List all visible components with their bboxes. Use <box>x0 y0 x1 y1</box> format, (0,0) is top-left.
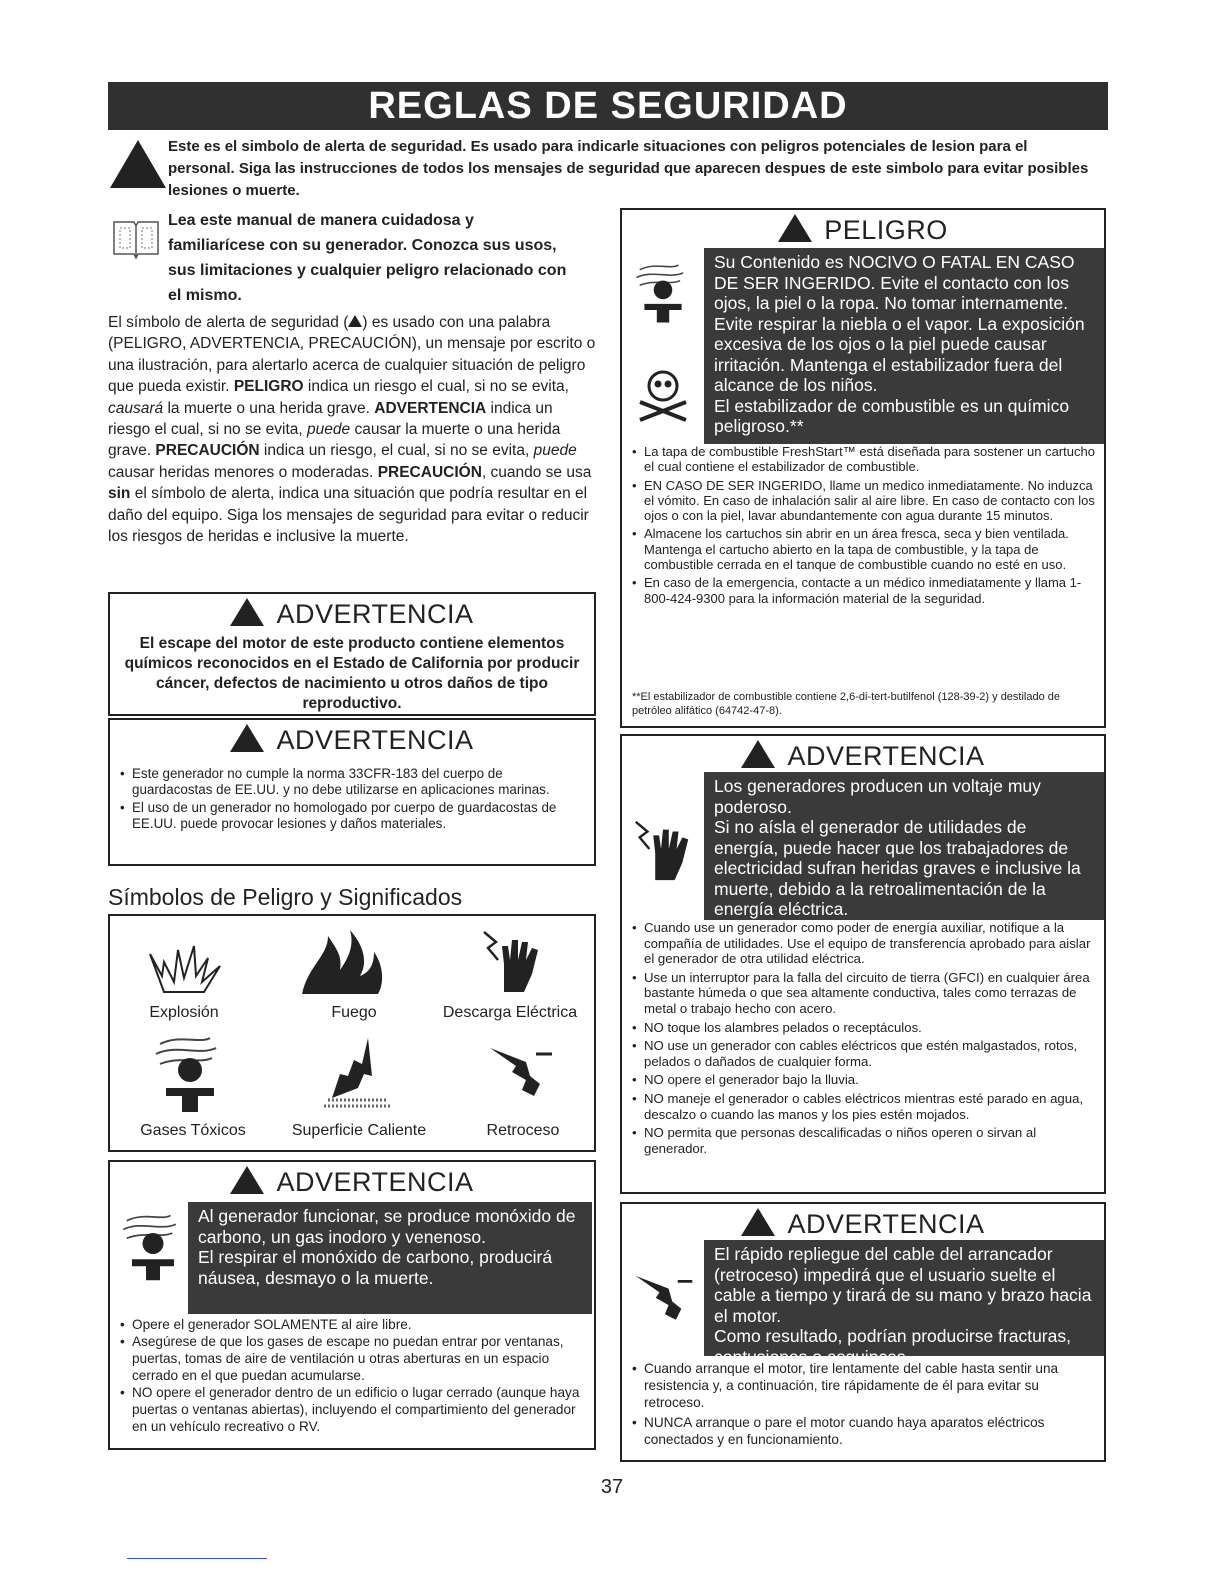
list-item: • Opere el generador SOLAMENTE al aire libre. <box>120 1316 586 1333</box>
list-item: • Este generador no cumple la norma 33CFR-183 del cuerpo de guardacostas de EE.UU. y no debe utilizarse en aplicaciones marinas. <box>120 766 586 797</box>
list-item: • NO opere el generador bajo la lluvia. <box>632 1072 1096 1088</box>
para-text: causar heridas menores o moderadas. <box>108 463 374 481</box>
safety-alert-icon <box>778 214 812 242</box>
toxic-gas-icon <box>150 1034 230 1114</box>
hazard-label: Descarga Eléctrica <box>442 1004 578 1021</box>
dark-line: Los generadores producen un voltaje muy poderoso. <box>714 776 1041 817</box>
warning-title: ADVERTENCIA <box>110 594 594 634</box>
dark-line: Su Contenido es NOCIVO O FATAL EN CASO DE SER INGERIDO. Evite el contacto con los ojos, la piel o la ropa. No tomar internamente. Evite respirar la niebla o el vapor. La exposición excesiva de los ojos o la piel puede causar irritación. Mantenga el estabilizador fuera del alcance de los niños. <box>714 252 1085 395</box>
intro-text: Este es el simbolo de alerta de seguridad. Es usado para indicarle situaciones con peligros potenciales de lesion para el personal. Siga las instrucciones de todos los mensajes de seguridad que aparecen despues de este simbolo para evitar posibles lesiones o muerte. <box>168 138 1089 199</box>
hazard-label: Explosión <box>149 1004 219 1021</box>
fire-icon <box>298 926 388 996</box>
list-item: • NO maneje el generador o cables eléctricos mientras esté parado en agua, descalzo o cuando las manos y los pies estén mojados. <box>632 1091 1096 1122</box>
list-item: • EN CASO DE SER INGERIDO, llame un medico inmediatamente. No induzca el vómito. En caso de inhalación salir al aire libre. En caso de contacto con los ojos o con la piel, lavar abundantemente con agua durante 15 minutos. <box>632 478 1096 524</box>
dark-line: Como resultado, podrían producirse fracturas, contusiones o esguinces. <box>714 1326 1071 1367</box>
danger-title: PELIGRO <box>622 210 1104 250</box>
list-item: • NO permita que personas descalificadas o niños operen o sirvan al generador. <box>632 1125 1096 1156</box>
safety-alert-icon <box>741 1208 775 1236</box>
safety-alert-icon <box>230 724 264 752</box>
dark-line: El estabilizador de combustible es un químico peligroso.** <box>714 395 1070 436</box>
term-italic: puede <box>307 421 351 439</box>
para-text: indica un riesgo el cual, si no se evita, <box>303 378 569 396</box>
para-text: indica un riesgo, el cual, si no se evita, <box>259 442 534 460</box>
para-text: el símbolo de alerta, indica una situación que podría resultar en el daño del equipo. Siga los mensajes de seguridad para evitar o reducir los riesgos de heridas e inclusive la muerte. <box>108 485 589 546</box>
page-number: 37 <box>600 1476 624 1498</box>
danger-fuel-box <box>620 208 1106 728</box>
warning-co-dark-panel <box>188 1202 592 1314</box>
warning-recoil-list <box>622 1354 1104 1455</box>
list-item: • NUNCA arranque o pare el motor cuando haya aparatos eléctricos conectados y en funcionamiento. <box>632 1414 1096 1448</box>
signal-words-paragraph <box>108 312 596 547</box>
warning-co-box <box>108 1160 596 1450</box>
hazard-label: Fuego <box>331 1004 377 1021</box>
para-text: , cuando se usa <box>481 463 592 481</box>
electric-shock-icon <box>628 812 696 888</box>
warning-recoil-box <box>620 1202 1106 1462</box>
electric-shock-icon <box>476 926 546 996</box>
list-item: • En caso de la emergencia, contacte a un médico inmediatamente y llama 1-800-424-9300 para la información material de la seguridad. <box>632 575 1096 606</box>
list-item: • Cuando arranque el motor, tire lentamente del cable hasta sentir una resistencia y, a continuación, tire rápidamente de él para evitar su retroceso. <box>632 1360 1096 1411</box>
term-italic: causará <box>108 399 164 417</box>
list-item: • Asegúrese de que los gases de escape no puedan entrar por ventanas, puertas, tomas de aire de ventilación u otras aberturas en un espacio cerrado en el que puedan acumularse. <box>120 1333 586 1384</box>
safety-alert-icon <box>230 1166 264 1194</box>
list-item: • NO toque los alambres pelados o receptáculos. <box>632 1020 1096 1036</box>
hot-surface-icon <box>318 1034 398 1114</box>
dark-line: Si no aísla el generador de utilidades de energía, puede hacer que los trabajadores de electricidad sufran heridas graves e inclusive la muerte, debido a la retroalimentación de la energía eléctrica. <box>714 817 1081 919</box>
warning-voltage-dark-panel <box>704 772 1104 920</box>
page-banner: REGLAS DE SEGURIDAD <box>108 82 1108 130</box>
skull-crossbones-icon <box>632 362 694 424</box>
warning-coastguard-list <box>110 760 594 838</box>
list-item: • El uso de un generador no homologado por cuerpo de guardacostas de EE.UU. puede provocar lesiones y daños materiales. <box>120 800 586 831</box>
list-item: • Cuando use un generador como poder de energía auxiliar, notifique a la compañía de utilidades. Use el equipo de transferencia aprobado para aislar el generador de otra utilidad eléctrica. <box>632 920 1096 967</box>
dark-line: Al generador funcionar, se produce monóxido de carbono, un gas inodoro y venenoso. <box>198 1206 576 1247</box>
explosion-icon <box>144 936 224 996</box>
warning-california-box <box>108 592 596 716</box>
warning-title: ADVERTENCIA <box>110 1162 594 1202</box>
warning-co-list <box>110 1310 594 1439</box>
list-item: • NO use un generador con cables eléctricos que estén malgastados, rotos, pelados o dañados de cualquier forma. <box>632 1038 1096 1069</box>
warning-title: ADVERTENCIA <box>622 736 1104 776</box>
warning-voltage-list <box>622 914 1104 1163</box>
hazard-symbols-box <box>108 914 596 1152</box>
term-advertencia: ADVERTENCIA <box>374 399 487 417</box>
danger-fuel-footnote: **El estabilizador de combustible contiene 2,6-di-tert-butilfenol (128-39-2) y destilado de petróleo alifático (64742-47-8). <box>632 691 1061 717</box>
warning-california-text: El escape del motor de este producto contiene elementos químicos reconocidos en el Estado de California por producir cáncer, defectos de nacimiento u otros daños de tipo reproductivo. <box>124 635 580 712</box>
term-italic: puede <box>533 442 577 460</box>
para-text: causar la muerte o una herida grave. <box>108 421 561 460</box>
warning-title: ADVERTENCIA <box>110 720 594 760</box>
warning-coastguard-box <box>108 718 596 866</box>
kickback-icon <box>632 1268 696 1324</box>
term-sin: sin <box>108 485 131 503</box>
warning-voltage-box <box>620 734 1106 1194</box>
dark-line: El rápido repliegue del cable del arrancador (retroceso) impedirá que el usuario suelte el cable a tiempo y tirará de su mano y brazo hacia el motor. <box>714 1244 1092 1326</box>
divider-line <box>127 1558 267 1559</box>
hazard-label: Retroceso <box>486 1122 560 1139</box>
manual-note: Lea este manual de manera cuidadosa y familiarícese con su generador. Conozca sus usos, sus limitaciones y cualquier peligro relacionado con el mismo. <box>168 212 567 304</box>
safety-alert-icon <box>230 598 264 626</box>
para-text: la muerte o una herida grave. <box>163 399 370 417</box>
warning-recoil-dark-panel <box>704 1240 1104 1367</box>
toxic-gas-icon <box>632 262 694 324</box>
hazard-label: Gases Tóxicos <box>140 1122 246 1139</box>
term-precaucion: PRECAUCIÓN <box>155 442 260 460</box>
para-text: El símbolo de alerta de seguridad ( <box>108 314 349 331</box>
kickback-icon <box>486 1040 556 1100</box>
toxic-gas-icon <box>118 1212 188 1282</box>
term-peligro: PELIGRO <box>233 378 304 396</box>
safety-alert-icon <box>741 740 775 768</box>
term-precaucion: PRECAUCIÓN <box>377 463 482 481</box>
manual-book-icon <box>110 214 162 262</box>
para-text: ) es usado con una palabra (PELIGRO, ADVERTENCIA, PRECAUCIÓN), un mensaje por escrito o una ilustración, para alertarlo acerca de cualquier situación de peligro que pueda existir. <box>108 314 596 396</box>
hazard-label: Superficie Caliente <box>291 1122 427 1139</box>
dark-line: El respirar el monóxido de carbono, producirá náusea, desmayo o la muerte. <box>198 1247 553 1288</box>
list-item: • Use un interruptor para la falla del circuito de tierra (GFCI) en cualquier área bastante húmeda o que sea altamente conductiva, tales como terrazas de metal o trabajo hecho con acero. <box>632 970 1096 1017</box>
hazard-symbols-heading: Símbolos de Peligro y Significados <box>108 884 463 910</box>
safety-alert-inline-icon <box>348 315 362 327</box>
warning-title: ADVERTENCIA <box>622 1204 1104 1244</box>
para-text: indica un riesgo el cual, si no se evita, <box>108 399 553 439</box>
list-item: • Almacene los cartuchos sin abrir en un área fresca, seca y bien ventilada. Mantenga el cartucho abierto en la tapa de combustible, y la tapa de combustible cerrada en el tanque de combustible cuando no esté en uso. <box>632 526 1096 572</box>
danger-fuel-list <box>622 438 1104 613</box>
list-item: • NO opere el generador dentro de un edificio o lugar cerrado (aunque haya puertas o ventanas abiertas), incluyendo el compartimiento del generador en un vehículo recreativo o RV. <box>120 1384 586 1435</box>
danger-fuel-dark-panel <box>704 248 1104 444</box>
safety-alert-icon <box>110 140 166 188</box>
list-item: • La tapa de combustible FreshStart™ está diseñada para sostener un cartucho el cual contiene el estabilizador de combustible. <box>632 444 1096 475</box>
